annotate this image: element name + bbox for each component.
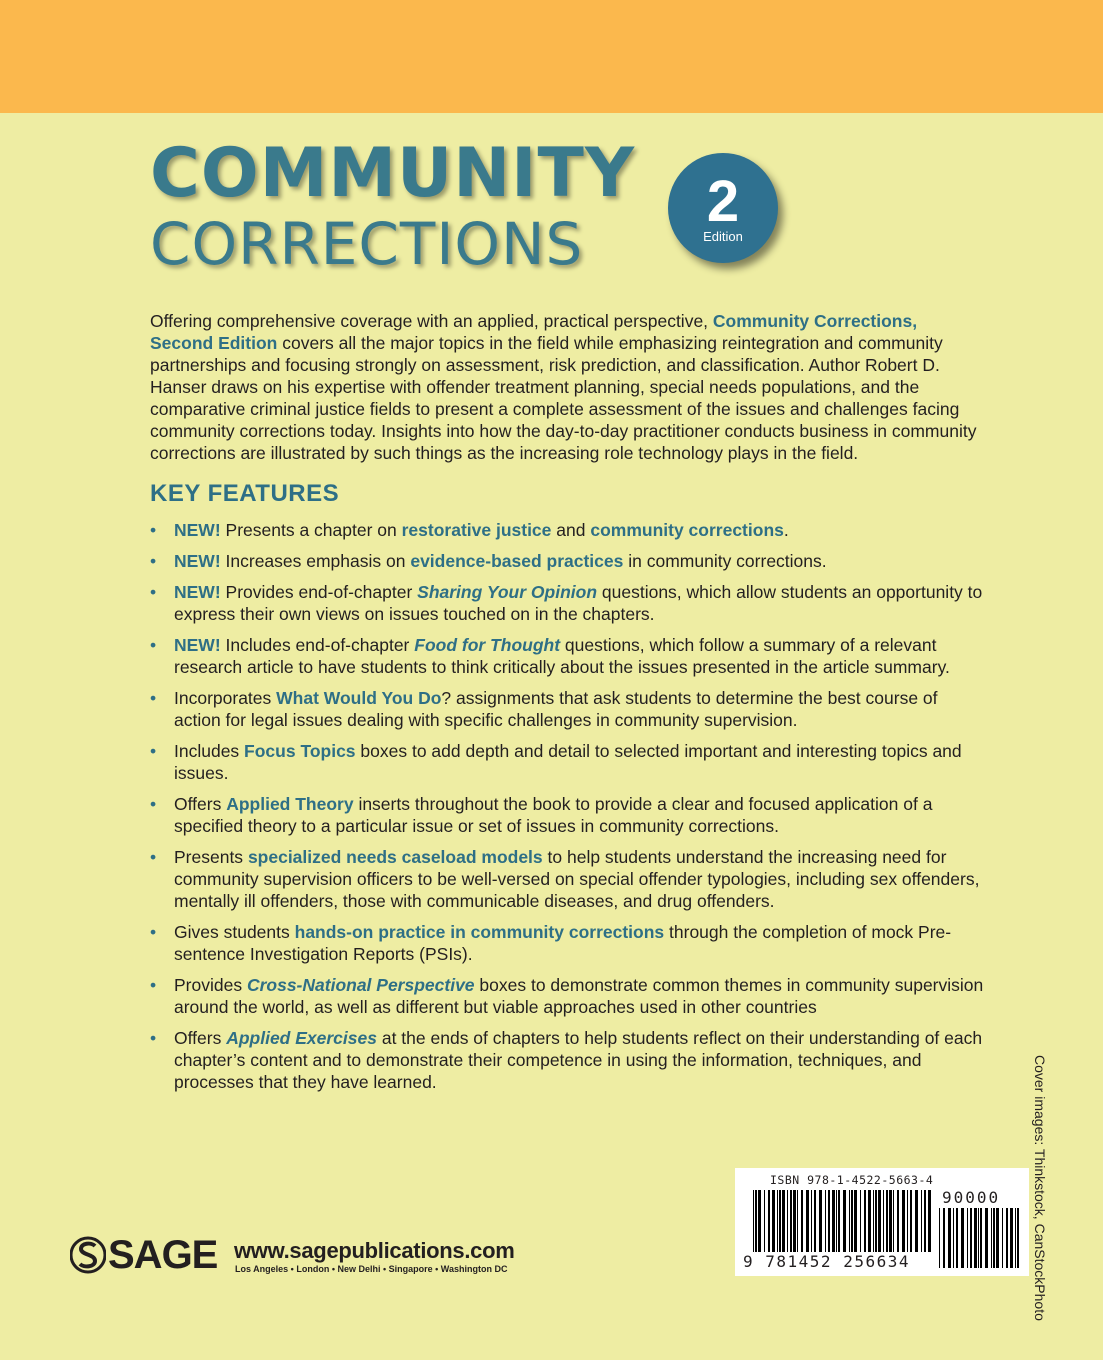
bullet-icon: • [150, 922, 157, 942]
feature-text: Gives students [174, 922, 295, 942]
feature-text: and [551, 520, 591, 540]
bullet-icon: • [150, 1028, 157, 1048]
key-feature-item [150, 634, 985, 678]
feature-text: ? assignments that ask students to determine the best course of action for legal issues dealing with specific challenges in community supervision. [174, 688, 938, 730]
feature-text: Includes [174, 741, 245, 761]
feature-text: Includes end-of-chapter [220, 635, 415, 655]
key-feature-item [150, 974, 985, 1018]
key-feature-item [150, 550, 985, 572]
bullet-icon: • [150, 847, 157, 867]
bullet-icon: • [150, 582, 157, 602]
feature-highlight: specialized needs caseload models [247, 847, 543, 867]
feature-text: Provides [174, 975, 247, 995]
sage-emblem-icon [70, 1235, 106, 1275]
price-code: 90000 [942, 1188, 1001, 1207]
feature-text: Increases emphasis on [220, 551, 411, 571]
feature-text: Presents [174, 847, 248, 867]
key-features-heading: KEY FEATURES [150, 480, 340, 507]
bullet-icon: • [150, 975, 157, 995]
intro-paragraph [150, 310, 985, 464]
feature-text: Presents a chapter on [220, 520, 402, 540]
feature-highlight: Applied Theory [226, 794, 354, 814]
feature-highlight: evidence-based practices [410, 551, 624, 571]
credit-text: Cover images: Thinkstock, CanStockPhoto [1032, 1055, 1048, 1321]
feature-text: questions, which follow a summary of a relevant research article to have students to think critically about the issues presented in the article summary. [174, 635, 950, 677]
key-feature-item [150, 921, 985, 965]
key-features-list [150, 519, 985, 1102]
book-title-line1: COMMUNITY [150, 134, 636, 213]
feature-highlight: Food for Thought [414, 635, 561, 655]
top-color-band [0, 0, 1103, 113]
feature-highlight: NEW! [174, 582, 221, 602]
intro-text-1: Offering comprehensive coverage with an applied, practical perspective, [150, 311, 713, 331]
book-title-line2: CORRECTIONS [150, 210, 584, 278]
key-feature-item [150, 687, 985, 731]
ean-digits: 9 781452 256634 [743, 1252, 910, 1271]
bullet-icon: • [150, 688, 157, 708]
feature-highlight: Applied Exercises [226, 1028, 377, 1048]
feature-text: Offers [174, 1028, 227, 1048]
intro-book-title: Community Corrections, Second Edition [150, 311, 918, 353]
feature-text: Incorporates [174, 688, 277, 708]
feature-highlight: Cross-National Perspective [246, 975, 475, 995]
edition-number: 2 [706, 169, 740, 234]
key-feature-item [150, 519, 985, 541]
bullet-icon: • [150, 520, 157, 540]
feature-highlight: What Would You Do [276, 688, 442, 708]
publisher-website[interactable]: www.sagepublications.com [234, 1238, 515, 1263]
key-feature-item [150, 581, 985, 625]
bullet-icon: • [150, 741, 157, 761]
key-feature-item [150, 793, 985, 837]
feature-text: Offers [174, 794, 227, 814]
isbn-barcode [735, 1168, 1029, 1276]
feature-highlight: community corrections [590, 520, 784, 540]
edition-label: Edition [703, 229, 743, 244]
barcode-addon-bars [939, 1208, 1021, 1268]
cover-image-credit [1032, 1055, 1054, 1321]
feature-text: . [783, 520, 789, 540]
feature-text: in community corrections. [623, 551, 827, 571]
feature-highlight: NEW! [174, 635, 221, 655]
bullet-icon: • [150, 551, 157, 571]
feature-highlight: NEW! [174, 551, 221, 571]
sage-logo [70, 1233, 220, 1279]
sage-wordmark: SAGE [108, 1233, 218, 1277]
feature-text: to help students understand the increasing need for community supervision officers to be well-versed on special offender typologies, including sex offenders, mentally ill offenders, those with communicable diseases, and drug offenders. [174, 847, 980, 911]
feature-text: Provides end-of-chapter [220, 582, 418, 602]
edition-badge [668, 153, 778, 263]
feature-highlight: NEW! [174, 520, 221, 540]
feature-text: questions, which allow students an opportunity to express their own views on issues touched on in the chapters. [174, 582, 983, 624]
feature-highlight: Sharing Your Opinion [417, 582, 598, 602]
intro-text-2: covers all the major topics in the field while emphasizing reintegration and community partnerships and focusing strongly on assessment, risk prediction, and classification. Author Robert D. Hanser draws on his expertise with offender treatment planning, special needs populations, and the comparative criminal justice fields to present a complete assessment of the issues and challenges facing community corrections today. Insights into how the day-to-day practitioner conducts business in community corrections are illustrated by such things as the increasing role technology plays in the field. [150, 333, 977, 463]
feature-text: boxes to demonstrate common themes in community supervision around the world, as well as different but viable approaches used in other countries [174, 975, 984, 1017]
publisher-cities: Los Angeles • London • New Delhi • Singapore • Washington DC [235, 1264, 508, 1274]
barcode-bars [753, 1190, 933, 1252]
feature-text: through the completion of mock Pre-sentence Investigation Reports (PSIs). [174, 922, 952, 964]
feature-text: inserts throughout the book to provide a clear and focused application of a specified theory to a particular issue or set of issues in community corrections. [174, 794, 933, 836]
feature-highlight: hands-on practice in community corrections [294, 922, 665, 942]
isbn-number: ISBN 978-1-4522-5663-4 [770, 1173, 934, 1187]
key-feature-item [150, 740, 985, 784]
feature-text: at the ends of chapters to help students reflect on their understanding of each chapter’s content and to demonstrate their competence in using the information, techniques, and processes that they have learned. [174, 1028, 983, 1092]
feature-highlight: Focus Topics [244, 741, 356, 761]
key-feature-item [150, 846, 985, 912]
bullet-icon: • [150, 794, 157, 814]
bullet-icon: • [150, 635, 157, 655]
feature-text: boxes to add depth and detail to selected important and interesting topics and issues. [174, 741, 962, 783]
feature-highlight: restorative justice [401, 520, 552, 540]
key-feature-item [150, 1027, 985, 1093]
